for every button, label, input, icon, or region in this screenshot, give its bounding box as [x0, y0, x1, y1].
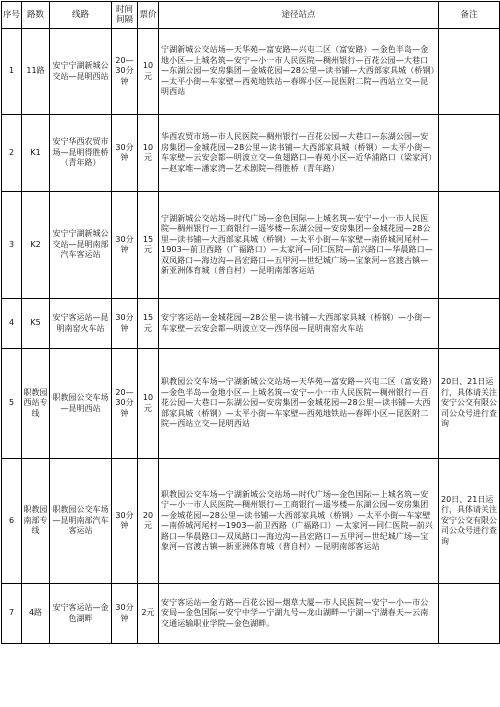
row-note	[439, 115, 500, 192]
row-route: 职教园西站专线	[22, 349, 50, 459]
row-seq: 5	[2, 349, 22, 459]
row-route: K5	[22, 299, 50, 349]
row-line: 安宁华西农贸市场—昆明得胜桥（青年路）	[50, 115, 112, 192]
row-route: 职教园南部专线	[22, 459, 50, 584]
header-route: 路数	[22, 2, 50, 29]
table-row	[2, 192, 500, 299]
row-route: K1	[22, 115, 50, 192]
row-fare: 10元	[138, 349, 159, 459]
row-note	[439, 29, 500, 115]
row-line: 安宁宁湖新城公交站—昆明西站	[50, 29, 112, 115]
header-seq: 序号	[2, 2, 22, 29]
header-line: 线路	[50, 2, 112, 29]
row-stops: 华西农贸市场—市人民医院—稠州银行—百花公园—大巷口—东湖公园—安房集团—金城花园—28公里—读书铺—大西部家具城（桥钢）—太平小街—车家壁—云安会都—明波立交—鱼翅路口—春苑小区—近华浦路口（梁家河）—赵家堆—潘家湾—艺术剧院—得胜桥（青年路）	[159, 115, 439, 192]
row-stops: 宁湖新城公交站场—时代广场—金色国际—上城名筑—安宁—小一市人民医院—稠州银行—工商银行—遥岑楼—东湖公园—安房集团—金城花园—28公里—读书铺—大西部家具城（桥钢）—太平小街—车家壁—南侨城河尾村—1903—前卫西路（广福路口）—太家河—同仁医院—前兴路口—华晨路口—双凤路口—海边沟—昌宏路口—五甲河—世纪城广场—宝象河—官渡古镇—新亚洲体育城（普自村）—昆明南部客运站	[159, 192, 439, 299]
row-seq: 7	[2, 584, 22, 644]
row-seq: 1	[2, 29, 22, 115]
table-row	[2, 115, 500, 192]
table-row	[2, 584, 500, 644]
row-fare: 15元	[138, 192, 159, 299]
row-line: 安宁客运站—昆明南窑火车站	[50, 299, 112, 349]
row-fare: 10元	[138, 29, 159, 115]
bus-route-table	[1, 1, 500, 644]
row-note	[439, 192, 500, 299]
row-fare: 15元	[138, 299, 159, 349]
row-note: 20日、21日运行，具体请关注安宁公交有限公司公众号进行查询	[439, 349, 500, 459]
row-line: 职教园公交车场—昆明西站	[50, 349, 112, 459]
row-interval: 30分钟	[112, 115, 138, 192]
row-note	[439, 299, 500, 349]
row-route: K2	[22, 192, 50, 299]
row-interval: 30分钟	[112, 584, 138, 644]
row-stops: 职教园公交车场—宁湖新城公交站场—天华苑—富安路—兴屯二区（富安路）—金色半岛—金地小区—上城名筑—安宁—小一市人民医院—稠州银行—百花公园—大巷口—东湖公园—安房集团—金城花园—28公里—读书铺—大西部家具城（桥钢）—太平小街—车家壁—西苑地铁站—春晖小区—昆医附二院—西站立交—昆明西站	[159, 349, 439, 459]
row-stops: 安宁客运站—金城花园—28公里—读书铺—大西部家具城（桥钢）—小街—车家壁—云安会都—明波立交—西华园—昆明南窑火车站	[159, 299, 439, 349]
header-stops: 途径站点	[159, 2, 439, 29]
row-fare: 2元	[138, 584, 159, 644]
header-fare: 票价	[138, 2, 159, 29]
row-line: 安宁宁湖新城公交站—昆明南部汽车客运站	[50, 192, 112, 299]
row-route: 11路	[22, 29, 50, 115]
row-interval: 30分钟	[112, 459, 138, 584]
row-seq: 2	[2, 115, 22, 192]
row-line: 安宁客运站—金色湖畔	[50, 584, 112, 644]
row-stops: 安宁客运站—金方路—百花公园—烟草大厦—市人民医院—安宁—小—市公安局—金色国际—安宁中学—宁湖九号—龙山湖畔—宁湖—宁湖春天—云南交通运输职业学院—金色湖畔。	[159, 584, 439, 644]
table-row	[2, 459, 500, 584]
row-interval: 30分钟	[112, 192, 138, 299]
row-interval: 20—30分钟	[112, 29, 138, 115]
row-interval: 30分钟	[112, 299, 138, 349]
row-interval: 20—30分钟	[112, 349, 138, 459]
row-stops: 宁湖新城公交站场—天华苑—富安路—兴屯二区（富安路）—金色半岛—金地小区—上城名筑—安宁—小一市人民医院—稠州银行—百花公园—大巷口—东湖公园—安房集团—金城花园—28公里—读书铺—大西部家具城（桥钢）—太平小街—车家壁—西苑地铁站—春晖小区—昆医附二院—西站立交—昆明西站	[159, 29, 439, 115]
table-row	[2, 299, 500, 349]
row-fare: 20元	[138, 459, 159, 584]
row-seq: 6	[2, 459, 22, 584]
row-route: 4路	[22, 584, 50, 644]
row-note: 20日、21日运行，具体请关注安宁公交有限公司公众号进行查询	[439, 459, 500, 584]
table-row	[2, 29, 500, 115]
row-line: 职教园公交车场—昆明南部汽车客运站	[50, 459, 112, 584]
row-seq: 4	[2, 299, 22, 349]
header-interval: 时间间隔	[112, 2, 138, 29]
row-stops: 职教园公交车场—宁湖新城公交站场—时代广场—金色国际—上城名筑—安宁—小一市人民医院—稠州银行—工商银行—遥岑楼—东湖公园—安房集团—金城花园—28公里—读书铺—大西部家具城（桥钢）—太平小街—车家壁—南侨城河尾村—1903—前卫西路（广福路口）—太家河—同仁医院—前兴路口—华晨路口—双凤路口—海边沟—昌宏路口—五甲河—世纪城广场—宝象河—官渡古镇—新亚洲体育城（普自村）—昆明南部客运站	[159, 459, 439, 584]
row-fare: 10元	[138, 115, 159, 192]
row-note	[439, 584, 500, 644]
row-seq: 3	[2, 192, 22, 299]
header-row	[2, 2, 500, 29]
table-row	[2, 349, 500, 459]
header-note: 备注	[439, 2, 500, 29]
